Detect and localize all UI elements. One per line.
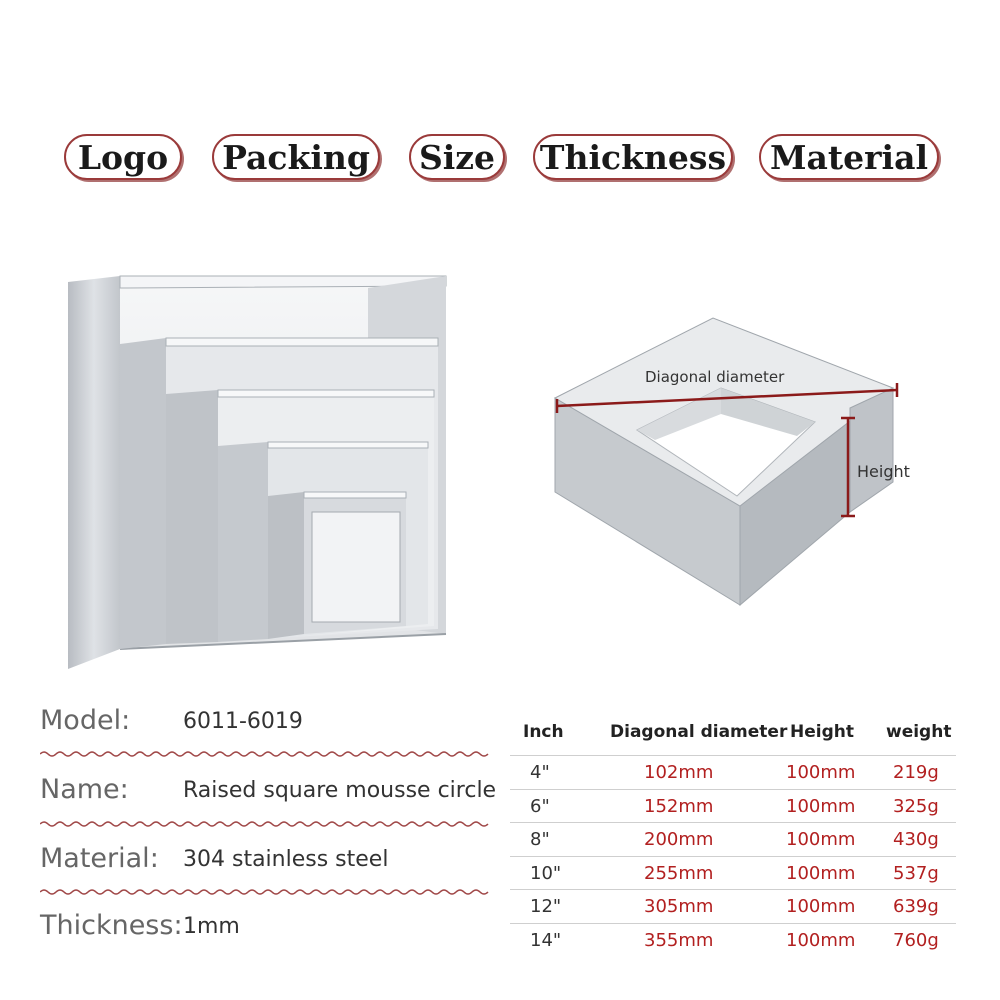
cell-inch: 8" [530,829,550,850]
tab-material[interactable]: Material [759,134,939,180]
spec-thickness [40,910,495,972]
cell-weight: 760g [893,929,939,951]
divider [40,820,492,828]
divider [40,888,492,896]
nested-mousse-rings-image [68,274,458,669]
cell-weight: 325g [893,795,939,817]
spec-value: Raised square mousse circle [183,778,497,803]
spec-value: 1mm [183,914,240,939]
cell-height: 100mm [786,829,856,850]
height-label: Height [857,462,910,481]
header-weight: weight [886,722,952,742]
spec-label: Material: [40,843,159,874]
tab-thickness[interactable]: Thickness [533,134,733,180]
feature-tabs [0,134,1000,186]
cell-diagonal: 355mm [644,929,714,951]
table-row [510,889,956,923]
cell-inch: 12" [530,896,562,917]
cell-inch: 10" [530,862,562,884]
cell-inch: 6" [530,795,550,817]
cell-height: 100mm [786,762,856,783]
spec-label: Thickness: [40,910,183,941]
header-diagonal-diameter: Diagonal diameter [610,722,788,742]
spec-value: 304 stainless steel [183,847,389,872]
cell-diagonal: 255mm [644,862,714,884]
cell-diagonal: 305mm [644,896,714,917]
table-header [510,715,956,749]
cell-diagonal: 152mm [644,795,714,817]
tab-size[interactable]: Size [409,134,505,180]
cell-weight: 219g [893,762,939,783]
header-height: Height [790,722,854,742]
cell-weight: 639g [893,896,939,917]
divider [40,750,492,758]
tab-logo[interactable]: Logo [64,134,182,180]
cell-weight: 430g [893,829,939,850]
diagonal-diameter-label: Diagonal diameter [645,368,785,386]
tab-packing[interactable]: Packing [212,134,380,180]
cell-diagonal: 200mm [644,829,714,850]
spec-label: Model: [40,705,131,736]
cell-inch: 14" [530,929,562,951]
table-row [510,822,956,856]
cell-height: 100mm [786,929,856,951]
spec-value: 6011-6019 [183,709,303,734]
table-row [510,856,956,890]
table-row [510,923,956,957]
spec-label: Name: [40,774,129,805]
cell-weight: 537g [893,862,939,884]
cell-inch: 4" [530,762,550,783]
cell-height: 100mm [786,795,856,817]
cell-height: 100mm [786,862,856,884]
header-inch: Inch [523,722,564,742]
cell-diagonal: 102mm [644,762,714,783]
table-row [510,789,956,823]
table-row [510,755,956,789]
square-ring-diagram [545,310,945,620]
cell-height: 100mm [786,896,856,917]
